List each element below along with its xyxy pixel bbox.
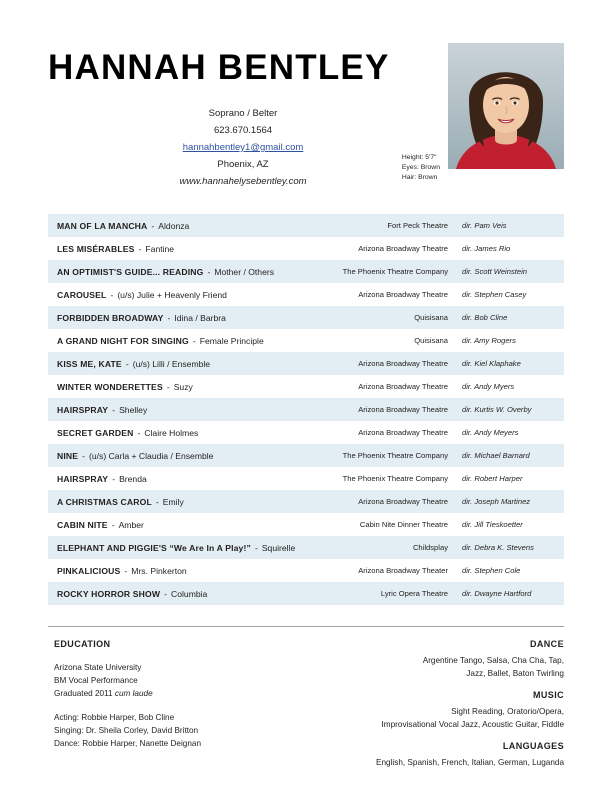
languages-heading: LANGUAGES xyxy=(502,741,564,751)
skills-block xyxy=(274,638,564,778)
voice-type: Soprano / Belter xyxy=(208,108,278,119)
credit-director: dir. Stephen Cole xyxy=(462,566,521,575)
credit-show-title: NINE xyxy=(57,450,79,461)
credit-director: dir. Amy Rogers xyxy=(462,336,516,345)
education-block xyxy=(54,638,304,761)
credit-show-cell xyxy=(48,290,303,300)
physical-stats xyxy=(402,153,440,183)
languages-skills xyxy=(274,740,564,769)
credit-separator: - xyxy=(124,565,128,576)
credit-role: (u/s) Julie + Heavenly Friend xyxy=(117,289,227,300)
contact-block xyxy=(48,105,438,190)
credit-theatre: The Phoenix Theatre Company xyxy=(342,267,448,276)
credits-table xyxy=(48,214,564,605)
education-graduated xyxy=(54,687,304,700)
credit-show-title: KISS ME, KATE xyxy=(57,358,122,369)
education-details xyxy=(54,661,304,700)
credit-theatre: Fort Peck Theatre xyxy=(387,221,448,230)
table-row xyxy=(48,536,564,559)
credit-director: dir. James Rio xyxy=(462,244,511,253)
stat-hair: Hair: Brown xyxy=(401,174,438,181)
credit-theatre: Arizona Broadway Theatre xyxy=(358,382,448,391)
credit-show-cell xyxy=(48,520,303,530)
stat-eyes: Eyes: Brown xyxy=(401,164,440,171)
credit-director: dir. Dwayne Hartford xyxy=(462,589,532,598)
credit-role: Aldonza xyxy=(158,220,190,231)
credit-show-title: PINKALICIOUS xyxy=(57,565,121,576)
credit-theatre: Arizona Broadway Theatre xyxy=(358,290,448,299)
credit-director: dir. Kurtis W. Overby xyxy=(462,405,532,414)
table-row xyxy=(48,467,564,490)
credit-show-cell xyxy=(48,428,303,438)
table-row xyxy=(48,398,564,421)
credit-show-cell xyxy=(48,336,303,346)
credit-separator: - xyxy=(137,427,141,438)
credit-role: Squirelle xyxy=(261,542,296,553)
credit-show-title: MAN OF LA MANCHA xyxy=(57,220,148,231)
credit-director: dir. Scott Weinstein xyxy=(462,267,527,276)
credit-show-cell xyxy=(48,382,303,392)
credit-show-title: LES MISÉRABLES xyxy=(57,243,135,254)
table-row xyxy=(48,513,564,536)
credit-separator: - xyxy=(112,404,116,415)
table-row xyxy=(48,559,564,582)
credit-separator: - xyxy=(167,312,171,323)
training-acting: Acting: Robbie Harper, Bob Cline xyxy=(54,713,175,722)
credit-separator: - xyxy=(138,243,142,254)
credit-director: dir. Andy Meyers xyxy=(462,428,519,437)
credit-role: Emily xyxy=(162,496,184,507)
header xyxy=(0,0,612,187)
credit-separator: - xyxy=(207,266,211,277)
credit-director: dir. Debra K. Stevens xyxy=(462,543,534,552)
headshot-illustration xyxy=(448,43,564,169)
credit-theatre: Quisisana xyxy=(414,336,448,345)
credit-role: (u/s) Carla + Claudia / Ensemble xyxy=(89,450,214,461)
table-row xyxy=(48,283,564,306)
credit-theatre: Childsplay xyxy=(412,543,448,552)
credit-separator: - xyxy=(151,220,155,231)
page-title: HANNAH BENTLEY xyxy=(48,48,390,87)
stat-height: Height: 5'7" xyxy=(401,154,437,161)
credit-director: dir. Andy Myers xyxy=(462,382,515,391)
credit-role: Idina / Barbra xyxy=(174,312,226,323)
credit-show-cell xyxy=(48,589,303,599)
training-details xyxy=(54,711,304,750)
credit-show-title: WINTER WONDERETTES xyxy=(57,381,163,392)
credit-show-cell xyxy=(48,543,303,553)
credit-theatre: Quisisana xyxy=(414,313,448,322)
credit-director: dir. Kiel Klaphake xyxy=(462,359,521,368)
training-dance: Dance: Robbie Harper, Nanette Deignan xyxy=(54,739,202,748)
credit-show-cell xyxy=(48,244,303,254)
dance-skills xyxy=(274,638,564,680)
credit-director: dir. Michael Barnard xyxy=(462,451,530,460)
credit-separator: - xyxy=(112,473,116,484)
credit-show-title: AN OPTIMIST'S GUIDE... READING xyxy=(57,266,204,277)
credit-director: dir. Bob Cline xyxy=(462,313,508,322)
table-row xyxy=(48,421,564,444)
credit-show-title: A GRAND NIGHT FOR SINGING xyxy=(57,335,189,346)
credit-show-cell xyxy=(48,566,303,576)
dance-heading: DANCE xyxy=(529,639,564,649)
graduated-honors: cum laude xyxy=(114,689,153,698)
education-school: Arizona State University xyxy=(54,663,142,672)
table-row xyxy=(48,306,564,329)
credit-role: Mrs. Pinkerton xyxy=(131,565,187,576)
credit-role: Amber xyxy=(118,519,144,530)
credit-theatre: Arizona Broadway Theatre xyxy=(358,428,448,437)
credit-role: (u/s) Lilli / Ensemble xyxy=(132,358,211,369)
credit-separator: - xyxy=(254,542,258,553)
credit-separator: - xyxy=(125,358,129,369)
credit-role: Female Principle xyxy=(199,335,264,346)
credit-role: Claire Holmes xyxy=(144,427,199,438)
languages-line-1: English, Spanish, French, Italian, German, Luganda xyxy=(376,758,564,767)
credit-director: dir. Jill Tieskoetter xyxy=(462,520,523,529)
credit-role: Mother / Others xyxy=(214,266,275,277)
table-row xyxy=(48,375,564,398)
credit-show-cell xyxy=(48,221,303,231)
phone-number: 623.670.1564 xyxy=(213,125,273,136)
credit-director: dir. Stephen Casey xyxy=(462,290,527,299)
credit-show-cell xyxy=(48,359,303,369)
credit-separator: - xyxy=(110,289,114,300)
credit-show-cell xyxy=(48,313,303,323)
dance-line-1: Argentine Tango, Salsa, Cha Cha, Tap, xyxy=(422,656,564,665)
credit-theatre: Arizona Broadway Theatre xyxy=(358,244,448,253)
credit-show-title: HAIRSPRAY xyxy=(57,473,109,484)
credit-theatre: Lyric Opera Theatre xyxy=(380,589,448,598)
table-row xyxy=(48,329,564,352)
credit-show-title: HAIRSPRAY xyxy=(57,404,109,415)
website-link[interactable]: www.hannahelysebentley.com xyxy=(179,176,307,187)
credit-show-title: CABIN NITE xyxy=(57,519,108,530)
credit-theatre: The Phoenix Theatre Company xyxy=(342,474,448,483)
credit-separator: - xyxy=(164,588,168,599)
credit-separator: - xyxy=(155,496,159,507)
graduated-prefix: Graduated 2011 xyxy=(54,689,115,698)
table-row xyxy=(48,260,564,283)
credit-role: Columbia xyxy=(171,588,208,599)
credit-role: Shelley xyxy=(119,404,148,415)
footer-section xyxy=(0,626,612,792)
credit-theatre: Arizona Broadway Theater xyxy=(358,566,448,575)
table-row xyxy=(48,352,564,375)
education-heading: EDUCATION xyxy=(54,639,111,649)
credit-director: dir. Pam Veis xyxy=(462,221,507,230)
credit-theatre: The Phoenix Theatre Company xyxy=(342,451,448,460)
training-singing: Singing: Dr. Sheila Corley, David Britton xyxy=(54,726,199,735)
music-line-2: Improvisational Vocal Jazz, Acoustic Guitar, Fiddle xyxy=(381,720,564,729)
education-degree: BM Vocal Performance xyxy=(54,676,138,685)
credit-show-title: ROCKY HORROR SHOW xyxy=(57,588,161,599)
credit-director: dir. Joseph Martinez xyxy=(462,497,531,506)
music-heading: MUSIC xyxy=(533,690,564,700)
headshot-photo xyxy=(448,43,564,169)
credit-show-cell xyxy=(48,474,303,484)
table-row xyxy=(48,237,564,260)
credit-show-cell xyxy=(48,267,303,277)
credit-role: Fantine xyxy=(145,243,175,254)
dance-line-2: Jazz, Ballet, Baton Twirling xyxy=(466,669,564,678)
credit-show-title: ELEPHANT AND PIGGIE'S “We Are In A Play!” xyxy=(57,542,251,553)
music-skills xyxy=(274,689,564,731)
music-line-1: Sight Reading, Oratorio/Opera, xyxy=(451,707,564,716)
credit-show-cell xyxy=(48,451,303,461)
credit-theatre: Arizona Broadway Theatre xyxy=(358,497,448,506)
credit-theatre: Arizona Broadway Theatre xyxy=(358,405,448,414)
credit-show-title: A CHRISTMAS CAROL xyxy=(57,496,152,507)
credit-director: dir. Robert Harper xyxy=(462,474,523,483)
credit-role: Suzy xyxy=(173,381,193,392)
credit-theatre: Arizona Broadway Theatre xyxy=(358,359,448,368)
credit-show-cell xyxy=(48,497,303,507)
credit-separator: - xyxy=(111,519,115,530)
table-row xyxy=(48,444,564,467)
credit-show-title: CAROUSEL xyxy=(57,289,107,300)
email-link[interactable]: hannahbentley1@gmail.com xyxy=(182,142,304,153)
table-row xyxy=(48,214,564,237)
credit-separator: - xyxy=(192,335,196,346)
table-row xyxy=(48,582,564,605)
credit-role: Brenda xyxy=(119,473,147,484)
credit-separator: - xyxy=(82,450,86,461)
credit-separator: - xyxy=(166,381,170,392)
credit-show-title: FORBIDDEN BROADWAY xyxy=(57,312,164,323)
divider xyxy=(48,626,564,627)
credit-show-title: SECRET GARDEN xyxy=(57,427,134,438)
credit-show-cell xyxy=(48,405,303,415)
location: Phoenix, AZ xyxy=(217,159,269,170)
credit-theatre: Cabin Nite Dinner Theatre xyxy=(359,520,448,529)
table-row xyxy=(48,490,564,513)
